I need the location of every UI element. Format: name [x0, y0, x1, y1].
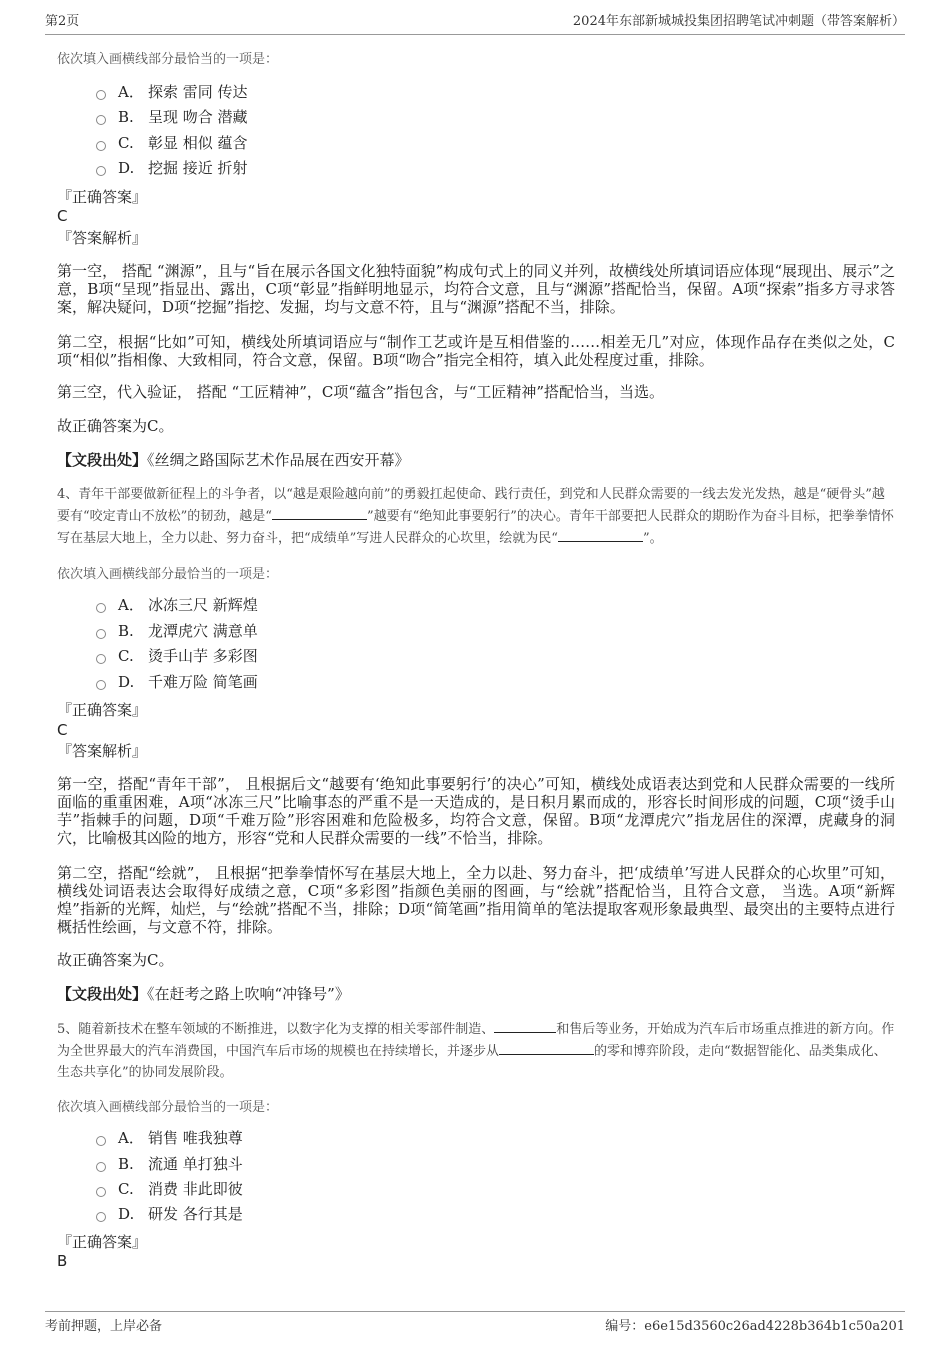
option-letter: A．: [118, 596, 144, 614]
question-stem: [57, 1018, 895, 1083]
option-text: 呈现 吻合 潜藏: [148, 108, 248, 126]
radio-icon[interactable]: [96, 1187, 106, 1197]
option-letter: C.: [118, 134, 134, 152]
option-b[interactable]: [96, 106, 248, 128]
analysis-paragraph: 第一空， 搭配 “渊源”，且与“旨在展示各国文化独特面貌”构成句式上的同义并列，故横线处所填词语应体现“展现出、展示”之意，B项“呈现”指显出、露出，C项“彰显”指鲜明地显示，均符合文意，且与“渊源”搭配恰当，保留。A项“探索”指多方寻求答案，解决疑问，D项“挖掘”指挖、发掘，均与文意不符，且与“渊源”搭配不当，排除。: [57, 262, 895, 316]
footer-slogan: 考前押题，上岸必备: [45, 1319, 163, 1334]
radio-icon[interactable]: [96, 1212, 106, 1222]
radio-icon[interactable]: [96, 654, 106, 664]
analysis-paragraph: 第二空，根据“比如”可知，横线处所填词语应与“制作工艺或许是互相借鉴的……相差无几”对应，体现作品存在类似之处，C项“相似”指相像、大致相同，符合文意，保留。B项“吻合”指完全相符，填入此处程度过重，排除。: [57, 333, 895, 369]
option-letter: D.: [118, 673, 135, 691]
option-letter: D.: [118, 1205, 135, 1223]
question-prompt: 依次填入画横线部分最恰当的一项是：: [57, 567, 279, 582]
analysis-conclusion: 故正确答案为C。: [57, 417, 174, 435]
option-text: 烫手山芋 多彩图: [148, 647, 258, 665]
stem-part: 和售后等业务，开始成为汽车后市场重点推进的新方向。作为全世界最大的汽车消费国，中国汽车后市场的规模也在持续增长，并逐步从: [57, 1022, 895, 1059]
source-line: [57, 984, 350, 1004]
option-d[interactable]: [96, 1203, 243, 1225]
option-b[interactable]: [96, 1153, 243, 1175]
option-letter: D.: [118, 159, 135, 177]
stem-part: 5、随着新技术在整车领域的不断推进，以数字化为支撑的相关零部件制造、: [57, 1022, 495, 1037]
radio-icon[interactable]: [96, 166, 106, 176]
option-c[interactable]: [96, 645, 258, 667]
correct-answer: C: [57, 721, 68, 739]
correct-answer-label: 『正确答案』: [57, 701, 148, 719]
radio-icon[interactable]: [96, 1162, 106, 1172]
option-text: 流通 单打独斗: [148, 1155, 243, 1173]
source-title: 《丝绸之路国际艺术作品展在西安开幕》: [147, 451, 410, 469]
radio-icon[interactable]: [96, 141, 106, 151]
radio-icon[interactable]: [96, 680, 106, 690]
blank-line: [272, 505, 367, 520]
option-letter: C.: [118, 1180, 134, 1198]
blank-line: [558, 527, 643, 542]
option-text: 龙潭虎穴 满意单: [148, 622, 258, 640]
analysis-conclusion: 故正确答案为C。: [57, 951, 174, 969]
stem-part: 的零和博弈阶段，走向“数据智能化、品类集成化、生态共享化”的协同发展阶段。: [57, 1044, 887, 1080]
option-a[interactable]: [96, 594, 258, 616]
question-stem: [57, 484, 895, 549]
option-text: 研发 各行其是: [148, 1205, 243, 1223]
option-text: 销售 唯我独尊: [148, 1129, 243, 1147]
option-d[interactable]: [96, 671, 258, 693]
stem-part: 4、青年干部要做新征程上的斗争者，以“越是艰险越向前”的勇毅扛起使命、践行责任，到党和人民群众需要的一线去发光发热，越是“硬骨头”越要有“咬定青山不放松”的韧劲，越是“: [57, 487, 885, 524]
document-code: 编号：e6e15d3560c26ad4228b364b1c50a201: [605, 1319, 905, 1334]
correct-answer-label: 『正确答案』: [57, 188, 148, 206]
radio-icon[interactable]: [96, 115, 106, 125]
question-prompt: 依次填入画横线部分最恰当的一项是：: [57, 52, 279, 67]
correct-answer: B: [57, 1252, 68, 1270]
stem-part: ”越要有“绝知此事要躬行”的决心。青年干部要把人民群众的期盼作为奋斗目标，把拳拳情怀写在基层大地上，全力以赴、努力奋斗，把“成绩单”写进人民群众的心坎里，绘就为民“: [57, 509, 894, 546]
stem-part: ”。: [642, 531, 663, 546]
radio-icon[interactable]: [96, 1136, 106, 1146]
option-text: 千难万险 简笔画: [148, 673, 258, 691]
option-letter: A．: [118, 83, 144, 101]
option-letter: A．: [118, 1129, 144, 1147]
option-text: 彰显 相似 蕴含: [148, 134, 248, 152]
option-text: 消费 非此即彼: [148, 1180, 243, 1198]
blank-line: [494, 1018, 556, 1033]
analysis-paragraph: 第一空，搭配“青年干部”， 且根据后文“越要有‘绝知此事要躬行’的决心”可知，横线处成语表达到党和人民群众需要的一线所面临的重重困难，A项“冰冻三尺”比喻事态的严重不是一天造成的，是日积月累而成的，形容长时间形成的问题，C项“烫手山芋”指棘手的问题，D项“千难万险”形容困难和危险极多，均符合文意，保留。B项“龙潭虎穴”指龙居住的深潭，虎藏身的洞穴，比喻极其凶险的地方，形容“党和人民群众需要的一线”不恰当，排除。: [57, 775, 895, 847]
analysis-label: 『答案解析』: [57, 742, 148, 760]
option-letter: B.: [118, 622, 134, 640]
option-c[interactable]: [96, 1178, 243, 1200]
source-label: 【文段出处】: [57, 451, 148, 469]
correct-answer: C: [57, 207, 68, 225]
document-title: 2024年东部新城城投集团招聘笔试冲刺题（带答案解析）: [572, 14, 905, 29]
page-header: [45, 14, 905, 35]
correct-answer-label: 『正确答案』: [57, 1233, 148, 1251]
option-d[interactable]: [96, 157, 248, 179]
option-letter: B.: [118, 1155, 134, 1173]
source-title: 《在赶考之路上吹响“冲锋号”》: [147, 985, 350, 1003]
radio-icon[interactable]: [96, 603, 106, 613]
source-label: 【文段出处】: [57, 985, 148, 1003]
radio-icon[interactable]: [96, 90, 106, 100]
option-text: 挖掘 接近 折射: [148, 159, 248, 177]
option-text: 探索 雷同 传达: [148, 83, 248, 101]
page-number: 第2页: [45, 14, 80, 29]
option-a[interactable]: [96, 81, 248, 103]
question-prompt: 依次填入画横线部分最恰当的一项是：: [57, 1100, 279, 1115]
analysis-paragraph: 第二空，搭配“绘就”， 且根据“把拳拳情怀写在基层大地上，全力以赴、努力奋斗，把‘成绩单’写进人民群众的心坎里”可知，横线处词语表达会取得好成绩之意，C项“多彩图”指颜色美丽的图画，与“绘就”搭配恰当，且符合文意， 当选。A项“新辉煌”指新的光辉，灿烂，与“绘就”搭配不当，排除；D项“简笔画”指用简单的笔法提取客观形象最典型、最突出的主要特点进行概括性绘画，与文意不符，排除。: [57, 864, 895, 936]
page-footer: [45, 1311, 905, 1333]
radio-icon[interactable]: [96, 629, 106, 639]
option-a[interactable]: [96, 1127, 243, 1149]
option-text: 冰冻三尺 新辉煌: [148, 596, 258, 614]
option-b[interactable]: [96, 620, 258, 642]
analysis-paragraph: 第三空，代入验证， 搭配 “工匠精神”，C项“蕴含”指包含，与“工匠精神”搭配恰当，当选。: [57, 383, 665, 401]
blank-line: [499, 1040, 594, 1055]
option-c[interactable]: [96, 132, 248, 154]
source-line: [57, 450, 410, 470]
option-letter: C.: [118, 647, 134, 665]
option-letter: B.: [118, 108, 134, 126]
analysis-label: 『答案解析』: [57, 229, 148, 247]
